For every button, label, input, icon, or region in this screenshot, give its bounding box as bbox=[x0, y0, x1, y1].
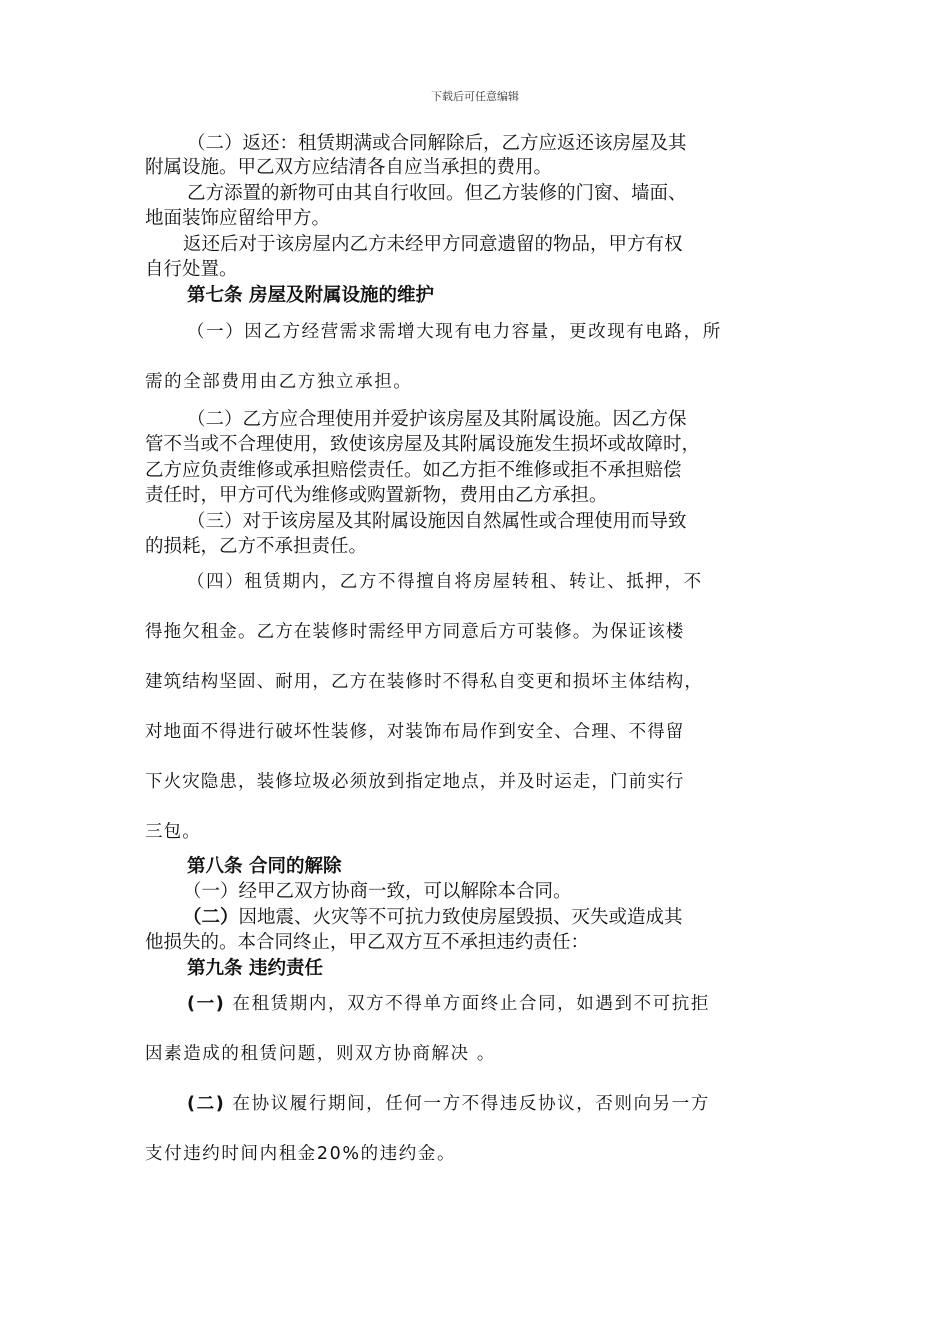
text-line: （一）经甲乙双方协商一致，可以解除本合同。 bbox=[183, 881, 572, 902]
text-line: 责任时，甲方可代为维修或购置新物，费用由乙方承担。 bbox=[145, 485, 608, 506]
section-heading: 第九条 违约责任 bbox=[187, 958, 323, 979]
item-marker: (一) bbox=[187, 994, 226, 1014]
text-line: 因素造成的租赁问题，则双方协商解决 。 bbox=[145, 1044, 496, 1064]
page-header: 下载后可任意编辑 bbox=[431, 90, 519, 103]
text-line: 返还后对于该房屋内乙方未经甲方同意遗留的物品，甲方有权 bbox=[183, 234, 683, 255]
section-heading: 第八条 合同的解除 bbox=[187, 856, 342, 877]
text-line: 地面装饰应留给甲方。 bbox=[145, 208, 331, 229]
text-line: 他损失的。本合同终止，甲乙双方互不承担违约责任： bbox=[145, 932, 590, 953]
text-line: 附属设施。甲乙双方应结清各自应当承担的费用。 bbox=[145, 157, 553, 178]
item-marker: (二) bbox=[187, 1094, 226, 1114]
text-line bbox=[145, 1142, 456, 1166]
item-text: 在协议履行期间，任何一方不得违反协议，否则向另一方 bbox=[232, 1094, 710, 1114]
text-line: 自行处置。 bbox=[145, 259, 238, 280]
text-line bbox=[187, 992, 710, 1016]
text-line: （二）返还：租赁期满或合同解除后，乙方应返还该房屋及其 bbox=[187, 133, 687, 154]
text-line: 三包。 bbox=[145, 822, 201, 842]
text-line: 下火灾隐患，装修垃圾必须放到指定地点，并及时运走，门前实行 bbox=[145, 772, 685, 792]
text-line: 的损耗，乙方不承担责任。 bbox=[145, 536, 368, 557]
text-line: 管不当或不合理使用，致使该房屋及其附属设施发生损坏或故障时， bbox=[145, 434, 701, 455]
text-line: 对地面不得进行破坏性装修，对装饰布局作到安全、合理、不得留 bbox=[145, 722, 685, 742]
text-line: 乙方添置的新物可由其自行收回。但乙方装修的门窗、墙面、 bbox=[187, 183, 687, 204]
item-text: 因地震、火灾等不可抗力致使房屋毁损、灭失或造成其 bbox=[238, 907, 683, 928]
item-text: 支付违约时间内租金 bbox=[145, 1144, 317, 1164]
text-line: （一）因乙方经营需求需增大现有电力容量，更改现有电路，所 bbox=[187, 322, 722, 342]
text-line: （四）租赁期内，乙方不得擅自将房屋转租、转让、抵押，不 bbox=[187, 572, 703, 592]
item-text: 在租赁期内，双方不得单方面终止合同，如遇到不可抗拒 bbox=[232, 994, 710, 1014]
item-text: 的违约金。 bbox=[360, 1144, 457, 1164]
text-line bbox=[183, 906, 683, 930]
text-line: 建筑结构坚固、耐用，乙方在装修时不得私自变更和损坏主体结构， bbox=[145, 672, 703, 692]
text-line bbox=[187, 1092, 710, 1116]
text-line: （三）对于该房屋及其附属设施因自然属性或合理使用而导致 bbox=[187, 511, 687, 532]
text-line: 乙方应负责维修或承担赔偿责任。如乙方拒不维修或拒不承担赔偿 bbox=[145, 460, 682, 481]
section-heading: 第七条 房屋及附属设施的维护 bbox=[187, 285, 434, 306]
text-line: （二）乙方应合理使用并爱护该房屋及其附属设施。因乙方保 bbox=[187, 409, 687, 430]
percent-value: 20% bbox=[316, 1144, 361, 1164]
text-line: 需的全部费用由乙方独立承担。 bbox=[145, 372, 413, 392]
item-marker: （二） bbox=[183, 907, 239, 928]
text-line: 得拖欠租金。乙方在装修时需经甲方同意后方可装修。为保证该楼 bbox=[145, 622, 685, 642]
